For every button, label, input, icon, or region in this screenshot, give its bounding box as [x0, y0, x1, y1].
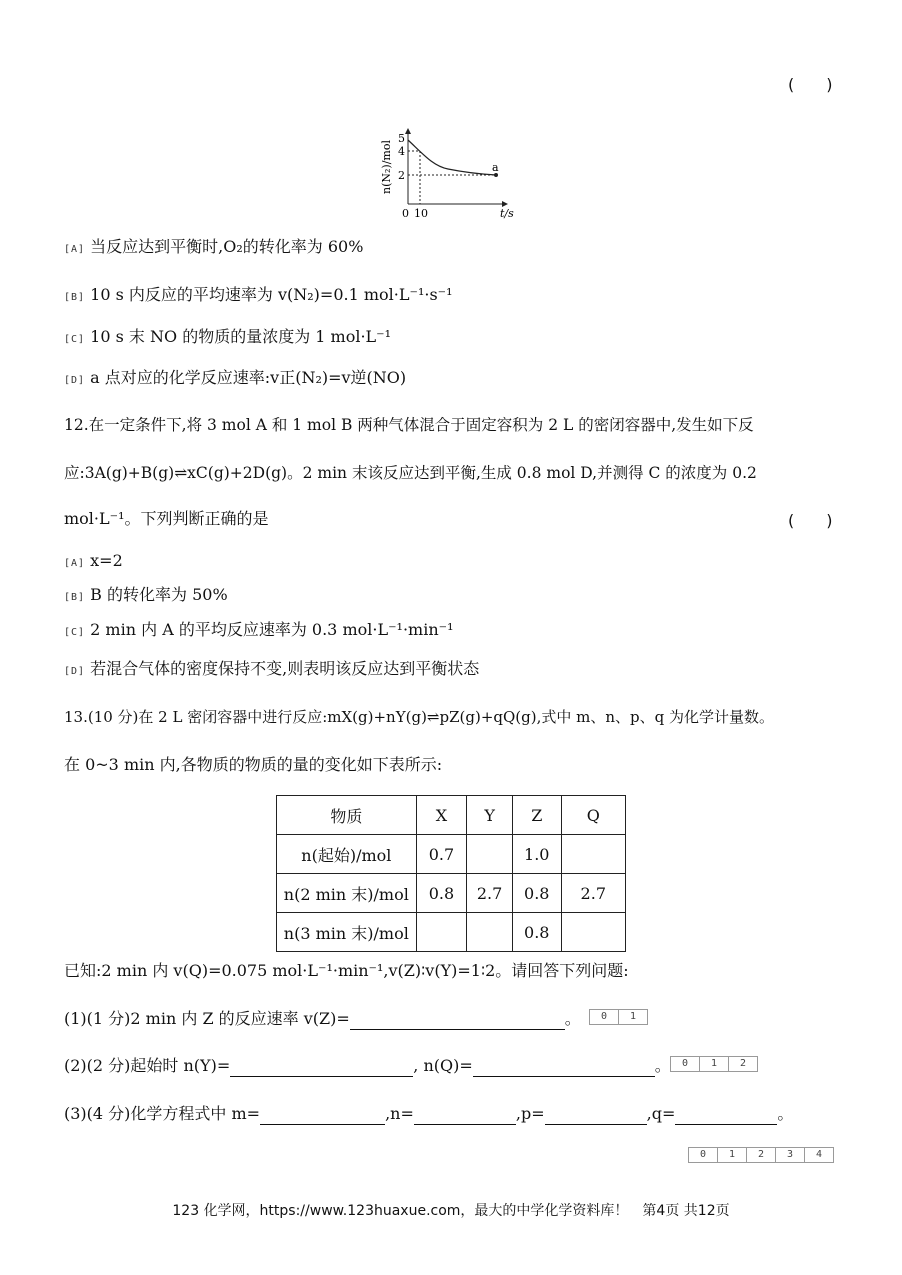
- table-row: [277, 874, 626, 913]
- x-axis-label: t/s: [500, 207, 514, 220]
- table-header-cell: Z: [512, 796, 561, 835]
- table-cell: [561, 835, 625, 874]
- q13-stem-line1: 13.(10 分)在 2 L 密闭容器中进行反应:mX(g)+nY(g)⇌pZ(g)+qQ(g),式中 m、n、p、q 为化学计量数。: [64, 708, 774, 726]
- q13-sub2: (2)(2 分)起始时 n(Y)= , n(Q)= 。: [64, 1056, 671, 1075]
- q11-option-b: [B] 10 s 内反应的平均速率为 v(N₂)=0.1 mol·L⁻¹·s⁻¹: [64, 285, 453, 304]
- table-header-cell: Q: [561, 796, 625, 835]
- ytick-5: 5: [398, 132, 405, 145]
- table-cell: 1.0: [512, 835, 561, 874]
- page-footer: 123 化学网，https://www.123huaxue.com，最大的中学化学资料库！ 第4页 共12页: [172, 1203, 730, 1219]
- xtick-10: 10: [414, 207, 428, 220]
- table-cell: 0.8: [512, 874, 561, 913]
- q12-option-d: [D] 若混合气体的密度保持不变,则表明该反应达到平衡状态: [64, 659, 480, 678]
- q12-stem-line3: mol·L⁻¹。下列判断正确的是: [64, 509, 269, 528]
- table-cell: [416, 913, 467, 952]
- q12-stem-line1: 12.在一定条件下,将 3 mol A 和 1 mol B 两种气体混合于固定容积为 2 L 的密闭容器中,发生如下反: [64, 416, 754, 434]
- q11-option-a: [A] 当反应达到平衡时,O₂的转化率为 60%: [64, 237, 364, 256]
- table-row: [277, 835, 626, 874]
- q12-stem-line2: 应:3A(g)+B(g)⇌xC(g)+2D(g)。2 min 末该反应达到平衡,生成 0.8 mol D,并测得 C 的浓度为 0.2: [64, 464, 757, 482]
- q13-sub3: (3)(4 分)化学方程式中 m= ,n= ,p= ,q= 。: [64, 1104, 794, 1123]
- table-cell: [467, 913, 513, 952]
- table-cell: [561, 913, 625, 952]
- answer-blank[interactable]: [350, 1013, 565, 1030]
- table-header-row: [277, 796, 626, 835]
- answer-blank[interactable]: [230, 1060, 413, 1077]
- q12-option-c: [C] 2 min 内 A 的平均反应速率为 0.3 mol·L⁻¹·min⁻¹: [64, 620, 454, 639]
- q13-data-table: [276, 795, 626, 952]
- score-box-sub2[interactable]: 0 1 2: [670, 1056, 758, 1072]
- table-header-cell: 物质: [277, 796, 417, 835]
- answer-blank[interactable]: [473, 1060, 655, 1077]
- answer-blank[interactable]: [414, 1108, 516, 1125]
- q11-option-c: [C] 10 s 末 NO 的物质的量浓度为 1 mol·L⁻¹: [64, 327, 392, 346]
- score-box-sub1[interactable]: 0 1: [589, 1009, 648, 1025]
- answer-paren: ( ): [788, 75, 833, 94]
- answer-blank[interactable]: [545, 1108, 647, 1125]
- answer-blank[interactable]: [260, 1108, 385, 1125]
- table-cell: 0.8: [512, 913, 561, 952]
- table-cell: 2.7: [467, 874, 513, 913]
- table-row: [277, 913, 626, 952]
- ytick-2: 2: [398, 169, 405, 182]
- y-axis-label: n(N₂)/mol: [380, 140, 393, 194]
- q11-option-d: [D] a 点对应的化学反应速率:v正(N₂)=v逆(NO): [64, 368, 407, 387]
- table-cell: 2.7: [561, 874, 625, 913]
- table-cell: 0.8: [416, 874, 467, 913]
- ytick-4: 4: [398, 145, 405, 158]
- decay-curve: [408, 140, 496, 175]
- xtick-0: 0: [402, 207, 409, 220]
- score-box-sub3[interactable]: 0 1 2 3 4: [688, 1147, 834, 1163]
- table-cell: n(2 min 末)/mol: [277, 874, 417, 913]
- table-cell: 0.7: [416, 835, 467, 874]
- q12-option-a: [A] x=2: [64, 551, 123, 570]
- q13-stem-line2: 在 0~3 min 内,各物质的物质的量的变化如下表所示:: [64, 755, 443, 774]
- q12-answer-paren: ( ): [788, 511, 833, 530]
- n-vs-t-graph: [378, 124, 528, 224]
- y-axis-arrow: [405, 128, 411, 134]
- q13-sub1: (1)(1 分)2 min 内 Z 的反应速率 v(Z)= 。: [64, 1009, 581, 1028]
- table-header-cell: Y: [467, 796, 513, 835]
- table-cell: n(起始)/mol: [277, 835, 417, 874]
- table-cell: [467, 835, 513, 874]
- q13-known-conditions: 已知:2 min 内 v(Q)=0.075 mol·L⁻¹·min⁻¹,v(Z)∶v(Y)=1∶2。请回答下列问题:: [64, 961, 629, 980]
- table-cell: n(3 min 末)/mol: [277, 913, 417, 952]
- answer-blank[interactable]: [675, 1108, 777, 1125]
- table-header-cell: X: [416, 796, 467, 835]
- q12-option-b: [B] B 的转化率为 50%: [64, 585, 228, 604]
- point-a-label: a: [492, 161, 499, 174]
